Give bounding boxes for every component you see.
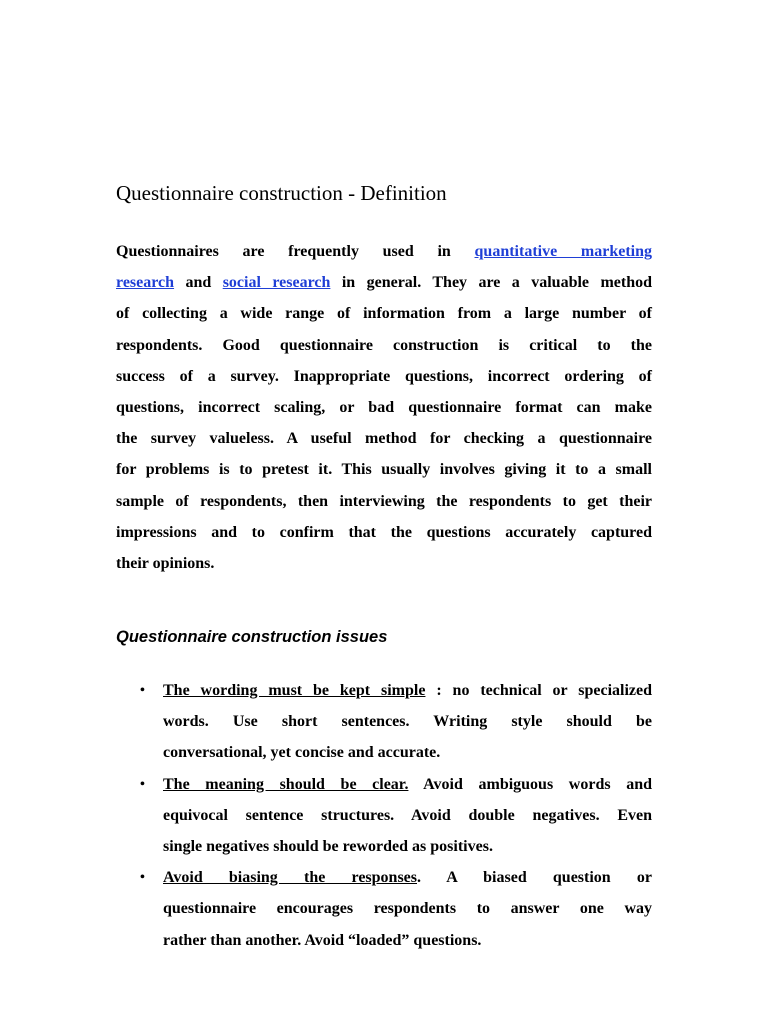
issue-heading: The meaning should be clear. — [163, 775, 409, 793]
bullet-icon: • — [140, 776, 145, 792]
issue-heading: The wording must be kept simple — [163, 682, 426, 699]
list-item — [116, 769, 652, 863]
issue-line-3: conversational, yet concise and accurate. — [163, 744, 441, 762]
intro-line-2: research and social research in general. They are a valuable method — [116, 274, 652, 292]
intro-line-9: sample of respondents, then interviewing the respondents to get their — [116, 492, 652, 510]
issue-line-3: rather than another. Avoid “loaded” questions. — [163, 931, 482, 949]
link-quantitative-marketing-research[interactable]: quantitative marketing — [474, 243, 653, 260]
intro-line-8: for problems is to pretest it. This usually involves giving it to a small — [116, 461, 652, 479]
list-item — [116, 862, 652, 956]
intro-paragraph — [116, 236, 652, 579]
intro-line-1: Questionnaires are frequently used in quantitative marketing — [116, 243, 653, 260]
link-research[interactable]: research — [116, 274, 175, 292]
link-social-research[interactable]: social research — [222, 274, 331, 292]
intro-line-3: of collecting a wide range of information from a large number of — [116, 305, 652, 323]
issue-line-2: words. Use short sentences. Writing style should be — [163, 713, 652, 731]
intro-line-5: success of a survey. Inappropriate questions, incorrect ordering of — [116, 367, 652, 385]
intro-line-4: respondents. Good questionnaire construction is critical to the — [116, 336, 652, 354]
section-subheading: Questionnaire construction issues — [116, 628, 388, 646]
bullet-icon: • — [140, 870, 145, 886]
issue-line-1: The meaning should be clear. Avoid ambiguous words and — [163, 775, 652, 793]
intro-line-10: impressions and to confirm that the questions accurately captured — [116, 523, 652, 541]
issue-line-1: The wording must be kept simple : no technical or specialized — [163, 682, 653, 699]
bullet-icon: • — [140, 683, 145, 698]
list-item — [116, 675, 652, 769]
page-title: Questionnaire construction - Definition — [116, 181, 447, 205]
issue-line-2: equivocal sentence structures. Avoid double negatives. Even — [163, 806, 652, 824]
issue-line-1: Avoid biasing the responses. A biased question or — [163, 869, 652, 887]
issue-line-3: single negatives should be reworded as positives. — [163, 837, 493, 855]
intro-line-7: the survey valueless. A useful method for checking a questionnaire — [116, 430, 652, 448]
issue-line-2: questionnaire encourages respondents to answer one way — [163, 900, 652, 918]
issues-list — [116, 675, 652, 956]
issue-heading: Avoid biasing the responses — [163, 869, 417, 887]
intro-line-11: their opinions. — [116, 554, 215, 572]
intro-line-6: questions, incorrect scaling, or bad questionnaire format can make — [116, 398, 652, 416]
